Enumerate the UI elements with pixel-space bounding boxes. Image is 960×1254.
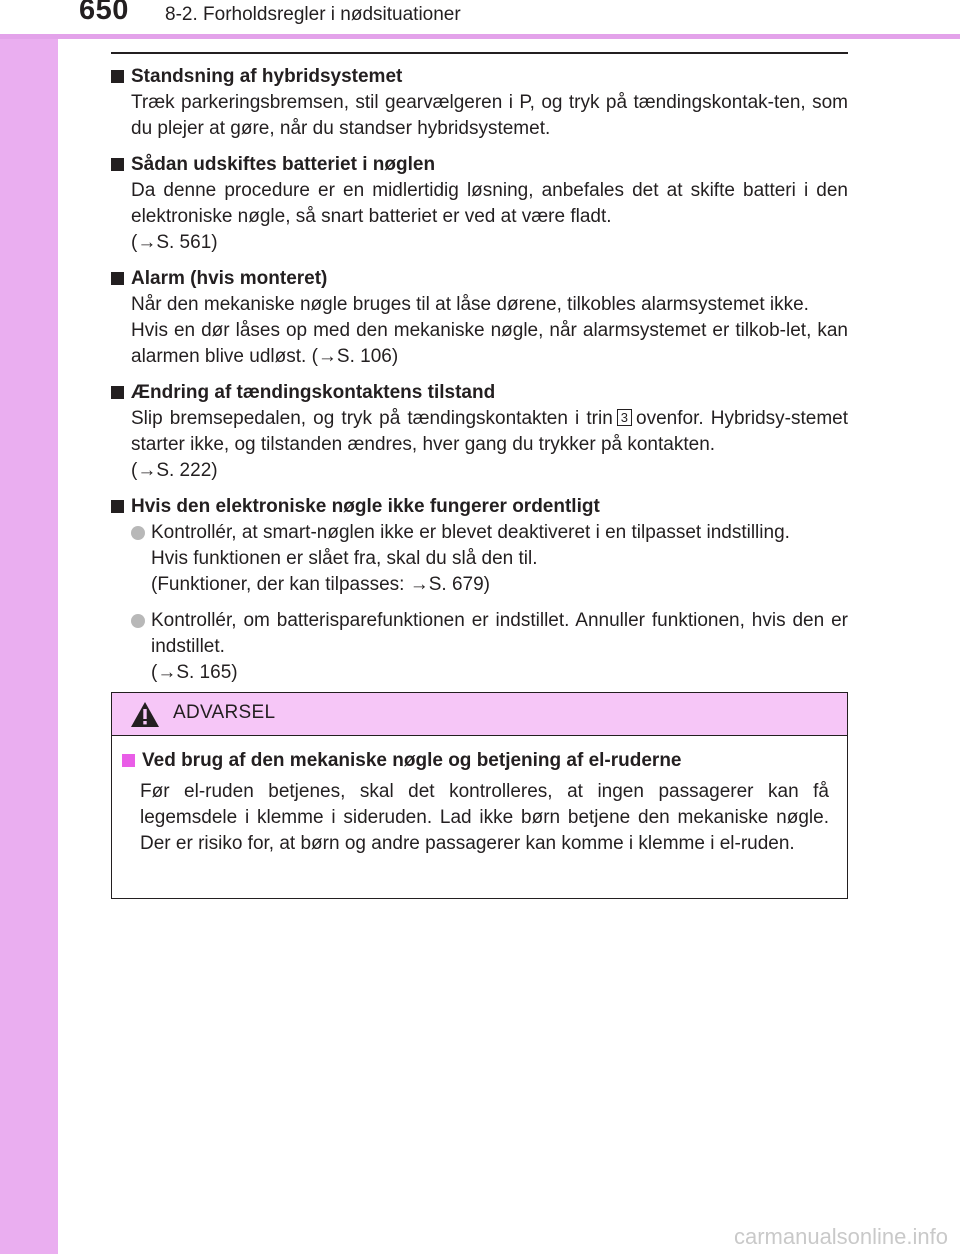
warning-heading-text: Ved brug af den mekaniske nøgle og betjening af el-ruderne — [142, 750, 682, 771]
square-bullet-icon — [111, 500, 124, 513]
section-ignition-mode — [111, 380, 848, 484]
page-reference: (→S. 561) — [131, 232, 218, 253]
square-bullet-icon — [122, 754, 135, 767]
section-body — [131, 178, 848, 256]
paragraph: Hvis en dør låses op med den mekaniske nøgle, når alarmsystemet er tilkob-let, kan alarmen blive udløst. (→S. 106) — [131, 320, 848, 367]
warning-text: Før el-ruden betjenes, skal det kontrolleres, at ingen passagerer kan få legemsdele i klemme i sideruden. Lad ikke børn betjene den mekaniske nøgle. Der er risiko for, at børn og andre passagerer kan komme i klemme i el-ruden. — [140, 781, 829, 854]
square-bullet-icon — [111, 158, 124, 171]
section-divider — [111, 52, 848, 54]
chapter-title: 8-2. Forholdsregler i nødsituationer — [165, 4, 461, 25]
warning-title: ADVARSEL — [173, 702, 276, 723]
section-replace-battery — [111, 152, 848, 256]
warning-triangle-icon — [130, 701, 160, 733]
warning-body — [112, 736, 847, 857]
paragraph: Træk parkeringsbremsen, stil gearvælgeren i P, og tryk på tændingskontak-ten, som du plejer at gøre, når du standser hybridsystemet. — [131, 92, 848, 139]
section-heading-text: Alarm (hvis monteret) — [131, 268, 328, 289]
section-body — [131, 406, 848, 484]
section-heading-text: Standsning af hybridsystemet — [131, 66, 403, 87]
section-key-malfunction — [111, 494, 848, 686]
section-heading-text: Sådan udskiftes batteriet i nøglen — [131, 154, 436, 175]
paragraph: Når den mekaniske nøgle bruges til at låse dørene, tilkobles alarmsystemet ikke. — [131, 294, 809, 315]
section-heading-text: Ændring af tændingskontaktens tilstand — [131, 382, 496, 403]
text-before-step: Slip bremsepedalen, og tryk på tændingskontakten i trin — [131, 408, 613, 429]
text-after-step: ovenfor. Hybridsy-stemet starter ikke, og tilstanden ændres, hver gang du trykker på kontakten. — [131, 408, 848, 455]
section-heading — [111, 152, 848, 178]
bullet-dot-icon — [131, 526, 145, 540]
section-heading — [111, 380, 848, 406]
list-line: Hvis funktionen er slået fra, skal du slå den til. — [151, 548, 538, 569]
header-band — [0, 0, 960, 34]
section-heading — [111, 64, 848, 90]
square-bullet-icon — [111, 70, 124, 83]
section-heading-text: Hvis den elektroniske nøgle ikke fungerer ordentligt — [131, 496, 600, 517]
page-reference: (Funktioner, der kan tilpasses: →S. 679) — [151, 574, 490, 595]
list-item — [131, 608, 848, 686]
warning-box — [111, 692, 848, 899]
step-number-box: 3 — [617, 409, 632, 426]
section-body — [131, 292, 848, 370]
header-rule — [0, 34, 960, 39]
square-bullet-icon — [111, 386, 124, 399]
list-line: Kontrollér, om batterisparefunktionen er indstillet. Annuller funktionen, hvis den er indstillet. — [151, 610, 848, 657]
sidebar-band — [0, 0, 58, 1254]
square-bullet-icon — [111, 272, 124, 285]
warning-header — [112, 693, 847, 736]
page-number: 650 — [79, 0, 129, 26]
section-body — [131, 90, 848, 142]
section-alarm — [111, 266, 848, 370]
watermark: carmanualsonline.info — [733, 1224, 948, 1249]
paragraph: Da denne procedure er en midlertidig løsning, anbefales det at skifte batteri i den elektroniske nøgle, så snart batteriet er ved at være fladt. — [131, 180, 848, 227]
list-line: Kontrollér, at smart-nøglen ikke er blevet deaktiveret i en tilpasset indstilling. — [151, 522, 790, 543]
page-reference: (→S. 165) — [151, 662, 238, 683]
main-content — [111, 64, 848, 696]
section-heading — [111, 494, 848, 520]
paragraph — [131, 406, 848, 458]
section-heading — [111, 266, 848, 292]
list-item-text — [151, 520, 848, 598]
bullet-dot-icon — [131, 614, 145, 628]
list-item-text — [151, 608, 848, 686]
section-stop-hybrid — [111, 64, 848, 142]
page-reference: (→S. 222) — [131, 460, 218, 481]
warning-heading — [122, 748, 829, 774]
list-item — [131, 520, 848, 598]
